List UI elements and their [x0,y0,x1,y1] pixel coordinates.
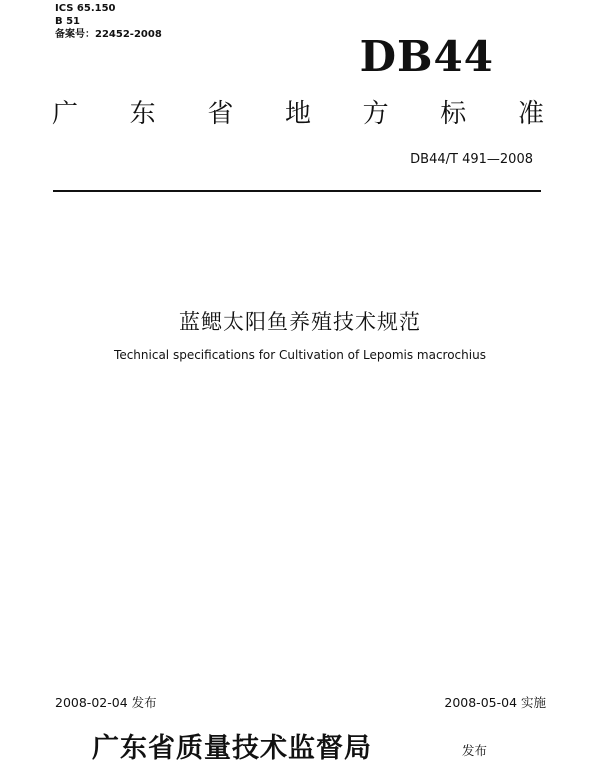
issue-label: 发布 [462,743,488,758]
issuing-authority: 广东省质量技术监督局 [92,733,372,764]
registration-number: 备案号：22452-2008 [55,29,162,40]
standard-type-char: 方 [362,99,389,129]
standard-code: DB44 [359,32,494,81]
header-divider [53,190,541,192]
classification-code: B 51 [55,16,81,27]
standard-type-char: 广 [52,99,79,129]
standard-number: DB44/T 491—2008 [410,152,533,167]
ics-code: ICS 65.150 [55,3,116,14]
document-title-english: Technical specifications for Cultivation of Lepomis macrochius [114,348,486,362]
implementation-date: 2008-05-04 实施 [444,695,546,710]
standard-type-char: 标 [440,99,467,129]
document-title-chinese: 蓝鳃太阳鱼养殖技术规范 [179,310,421,334]
standard-type-char: 地 [284,99,311,129]
standard-type-char: 省 [207,99,234,129]
issue-date: 2008-02-04 发布 [55,695,157,710]
standard-type-char: 东 [129,99,156,129]
standard-type [52,98,544,130]
standard-type-char: 准 [517,99,544,129]
